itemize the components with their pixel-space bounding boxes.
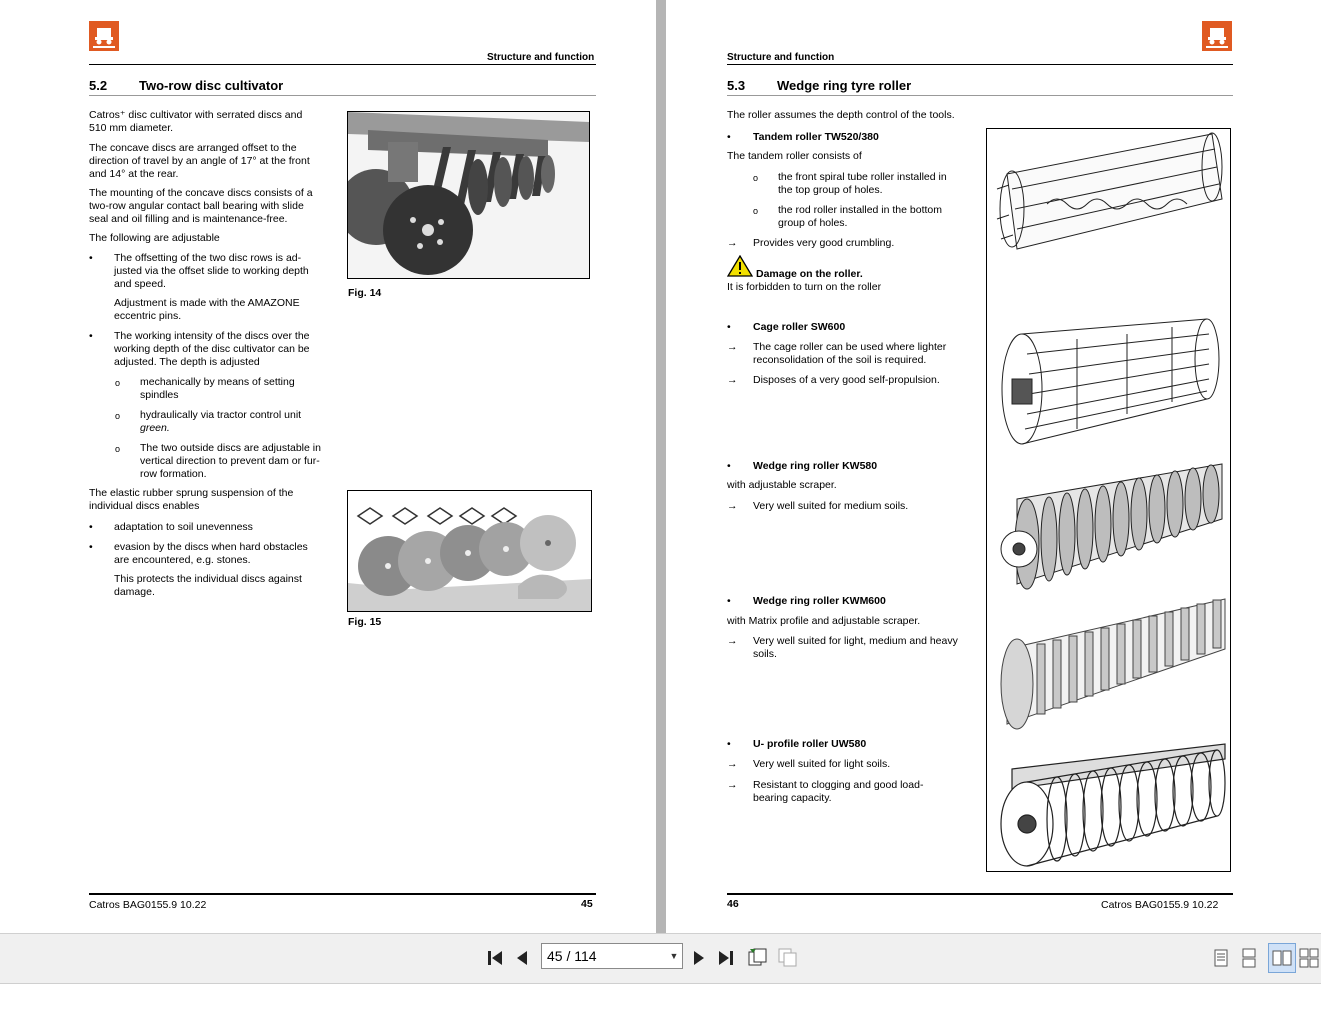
- kw-roller-soils: Very well suited for medium soils.: [753, 500, 909, 512]
- bullet-intensity: The working intensity of the discs over the working depth of the disc cultivator can be adjusted. The depth is adjusted: [114, 330, 310, 368]
- sub-bullet-symbol: o: [753, 173, 759, 183]
- bullet-symbol: •: [727, 321, 731, 333]
- tandem-crumbling: Provides very good crumbling.: [753, 237, 895, 249]
- two-page-view-icon[interactable]: [1268, 943, 1296, 973]
- uw-roller-soils: Very well suited for light soils.: [753, 758, 891, 770]
- sub-bullet-symbol: o: [115, 444, 121, 454]
- section-heading: 5.3 Wedge ring tyre roller: [727, 78, 912, 93]
- page-number-selector[interactable]: [541, 943, 683, 969]
- first-page-icon[interactable]: [485, 945, 505, 971]
- arrow-symbol: →: [727, 779, 738, 791]
- single-page-view-icon[interactable]: [1210, 945, 1232, 971]
- chevron-down-icon: ▼: [669, 951, 679, 961]
- arrow-symbol: →: [727, 374, 738, 386]
- kw-roller-title: Wedge ring roller KW580: [753, 460, 878, 472]
- previous-page-icon[interactable]: [513, 945, 531, 971]
- tandem-roller-consists: The tandem roller consists of: [727, 150, 862, 162]
- bullet-offset: The offsetting of the two disc rows is ad- justed via the offset slide to working depth and speed.: [114, 252, 309, 290]
- sub-bullet-hydraulic: hydraulically via tractor control unit green.: [140, 409, 302, 434]
- footer-page-number: 45: [581, 898, 593, 910]
- bullet-symbol: •: [89, 541, 93, 553]
- last-page-icon[interactable]: [716, 945, 736, 971]
- page-gutter: [656, 0, 666, 933]
- sub-bullet-mechanical: mechanically by means of setting spindles: [140, 376, 295, 401]
- roller-figures: [986, 128, 1231, 872]
- paragraph-5: The elastic rubber sprung suspension of the individual discs enables: [89, 487, 294, 512]
- section-heading: 5.2 Two-row disc cultivator: [89, 78, 284, 93]
- paragraph-1: Catros⁺ disc cultivator with serrated discs and 510 mm diameter.: [89, 109, 303, 134]
- figure-15-caption: Fig. 15: [348, 616, 382, 628]
- bullet-evasion: evasion by the discs when hard obstacles are encountered, e.g. stones.: [114, 541, 308, 566]
- bullet-symbol: •: [727, 738, 731, 750]
- header-rule: [727, 64, 1233, 65]
- running-header: Structure and function: [727, 52, 835, 63]
- footer-document-id: Catros BAG0155.9 10.22: [89, 899, 207, 911]
- header-rule: [89, 64, 596, 65]
- kwm-roller-soils: Very well suited for light, medium and heavy soils.: [753, 635, 958, 660]
- tandem-rod-roller: the rod roller installed in the bottom group of holes.: [778, 204, 943, 229]
- two-page-continuous-icon[interactable]: [1298, 945, 1320, 971]
- bullet-symbol: •: [89, 521, 93, 533]
- amazone-logo: [89, 21, 119, 51]
- arrow-symbol: →: [727, 341, 738, 353]
- cage-roller-propulsion: Disposes of a very good self-propulsion.: [753, 374, 940, 386]
- kwm-roller-title: Wedge ring roller KWM600: [753, 595, 886, 607]
- sub-bullet-symbol: o: [115, 411, 121, 421]
- next-page-icon[interactable]: [690, 945, 708, 971]
- tandem-front-roller: the front spiral tube roller installed in the top group of holes.: [778, 171, 947, 196]
- footer-rule: [727, 893, 1233, 895]
- page-number-value: 45 / 114: [547, 948, 597, 964]
- right-page: [666, 0, 1321, 933]
- go-forward-view-icon[interactable]: [775, 944, 799, 970]
- continuous-view-icon[interactable]: [1238, 945, 1260, 971]
- uw-roller-title: U- profile roller UW580: [753, 738, 867, 750]
- arrow-symbol: →: [727, 758, 738, 770]
- footer-document-id: Catros BAG0155.9 10.22: [1101, 899, 1219, 911]
- arrow-symbol: →: [727, 237, 738, 249]
- kwm-roller-matrix: with Matrix profile and adjustable scraper.: [727, 615, 921, 627]
- bullet-adaptation: adaptation to soil unevenness: [114, 521, 253, 533]
- section-rule: [727, 95, 1233, 96]
- warning-title: Damage on the roller.: [756, 268, 863, 280]
- figure-14-image: [347, 111, 590, 279]
- uw-roller-clogging: Resistant to clogging and good load- bearing capacity.: [753, 779, 924, 804]
- bullet-symbol: •: [89, 252, 93, 264]
- paragraph-2: The concave discs are arranged offset to the direction of travel by an angle of 17° at the front and 14° at the rear.: [89, 142, 310, 180]
- sub-bullet-symbol: o: [753, 206, 759, 216]
- arrow-symbol: →: [727, 635, 738, 647]
- warning-icon: [727, 255, 753, 282]
- sub-bullet-outside-discs: The two outside discs are adjustable in vertical direction to prevent dam or fur- row formation.: [140, 442, 321, 480]
- amazone-logo: [1202, 21, 1232, 51]
- go-back-view-icon[interactable]: [745, 944, 769, 970]
- bullet-symbol: •: [727, 131, 731, 143]
- kw-roller-scraper: with adjustable scraper.: [727, 479, 837, 491]
- cage-roller-reconsolidation: The cage roller can be used where lighter reconsolidation of the soil is required.: [753, 341, 947, 366]
- paragraph-3: The mounting of the concave discs consists of a two-row angular contact ball bearing with slide seal and oil filling and is maintenance-free.: [89, 187, 313, 225]
- roller-intro: The roller assumes the depth control of the tools.: [727, 109, 955, 121]
- footer-rule: [89, 893, 596, 895]
- footer-page-number: 46: [727, 898, 739, 910]
- sub-bullet-symbol: o: [115, 378, 121, 388]
- arrow-symbol: →: [727, 500, 738, 512]
- section-rule: [89, 95, 596, 96]
- status-strip: [0, 983, 1321, 1010]
- tandem-roller-title: Tandem roller TW520/380: [753, 131, 879, 143]
- bullet-symbol: •: [89, 330, 93, 342]
- paragraph-4: The following are adjustable: [89, 232, 220, 244]
- cage-roller-title: Cage roller SW600: [753, 321, 846, 333]
- bullet-symbol: •: [727, 595, 731, 607]
- bullet-offset-note: Adjustment is made with the AMAZONE eccentric pins.: [114, 297, 300, 322]
- figure-14-caption: Fig. 14: [348, 287, 382, 299]
- running-header: Structure and function: [487, 52, 595, 63]
- bullet-evasion-note: This protects the individual discs against damage.: [114, 573, 302, 598]
- figure-15-image: [347, 490, 592, 612]
- warning-text: It is forbidden to turn on the roller: [727, 281, 882, 293]
- left-page: [0, 0, 656, 933]
- bullet-symbol: •: [727, 460, 731, 472]
